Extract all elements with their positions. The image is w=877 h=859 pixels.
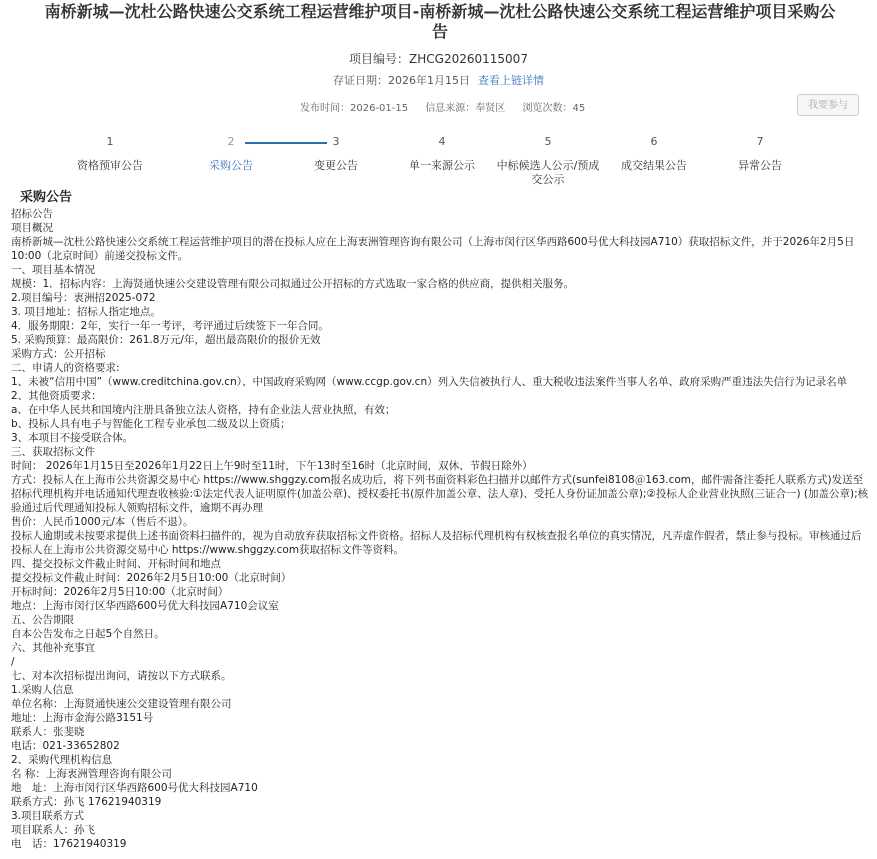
step-label: 资格预审公告 <box>77 159 143 172</box>
step-label: 中标候选人公示/预成交公示 <box>496 159 600 186</box>
content-line: 五、公告期限 <box>11 614 74 626</box>
step-label: 单一来源公示 <box>409 159 475 172</box>
content-line: 名 称：上海衷洲管理咨询有限公司 <box>11 768 172 780</box>
content-line: 投标人逾期或未按要求提供上述书面资料扫描件的，视为自动放弃获取招标文件资格。招标人及招标代理机构有权核查报名单位的真实情况，凡弄虚作假者，禁止参与投标。审核通过后投标人在上海市公共资源交易中心 https://www.shggzy.com获取招标文件等资料。 <box>11 530 862 556</box>
content-line: 项目联系人：孙飞 <box>11 824 95 836</box>
meta-info <box>300 99 599 114</box>
content-line: b、投标人具有电子与智能化工程专业承包二级及以上资质； <box>11 418 291 430</box>
announcement-body <box>11 207 869 851</box>
publish-time: 发布时间：2026-01-15 <box>300 103 409 114</box>
content-line: 联系方式：孙飞 17621940319 <box>11 796 162 808</box>
content-line: 采购方式：公开招标 <box>11 348 106 360</box>
content-line: 七、对本次招标提出询问，请按以下方式联系。 <box>11 670 232 682</box>
step-number: 4 <box>438 135 446 148</box>
step-number: 1 <box>106 135 114 148</box>
content-line: 电话：021-33652802 <box>11 740 120 752</box>
project-number: 项目编号：ZHCG20260115007 <box>349 52 528 66</box>
content-line: / <box>11 656 15 668</box>
step-number: 2 <box>227 135 235 148</box>
proof-date: 存证日期：2026年1月15日 <box>333 74 470 87</box>
content-line: 2、采购代理机构信息 <box>11 754 113 766</box>
proof-row <box>0 72 877 88</box>
page-title: 南桥新城—沈杜公路快速公交系统工程运营维护项目-南桥新城—沈杜公路快速公交系统工程运营维护项目采购公告 <box>44 2 836 41</box>
info-source: 信息来源：奉贤区 <box>425 103 506 114</box>
section-title: 采购公告 <box>20 190 73 205</box>
content-line: a、在中华人民共和国境内注册具备独立法人资格，持有企业法人营业执照，有效； <box>11 404 396 416</box>
step-result[interactable] <box>599 134 709 173</box>
content-line: 三、获取招标文件 <box>11 446 95 458</box>
step-label: 变更公告 <box>314 159 358 172</box>
content-line: 地点：上海市闵行区华西路600号优大科技园A710会议室 <box>11 600 279 612</box>
content-line: 自本公告发布之日起5个自然日。 <box>11 628 165 640</box>
step-label: 异常公告 <box>738 159 782 172</box>
content-line: 1、未被“信用中国”（www.creditchina.gov.cn）、中国政府采购网（www.ccgp.gov.cn）列入失信被执行人、重大税收违法案件当事人名单、政府采购严重违法失信行为记录名单 <box>11 376 848 388</box>
content-line: 1.采购人信息 <box>11 684 74 696</box>
step-number: 7 <box>756 135 764 148</box>
content-line: 方式：投标人在上海市公共资源交易中心 https://www.shggzy.com报名成功后，将下列书面资料彩色扫描并以邮件方式(sunfei8108＠163.com，邮件需备注委托人联系方式)发送至招标代理机构并电话通知代理查收核验:①法定代表人证明原件(加盖公章)、授权委托书(原件加盖公章、法人章)、受托人身份证加盖公章);②投标人企业营业执照(三证合一) (加盖公章);核验通过后代理通知投标人领购招标文件，逾期不再办理 <box>11 474 869 514</box>
content-line: 地址：上海市金海公路3151号 <box>11 712 154 724</box>
content-line: 2、其他资质要求： <box>11 390 102 402</box>
step-change[interactable] <box>281 134 391 173</box>
content-line: 售价：人民币1000元/本（售后不退）。 <box>11 516 194 528</box>
process-steps <box>0 134 877 194</box>
step-prequalification[interactable] <box>55 134 165 173</box>
content-line: 开标时间：2026年2月5日10:00（北京时间） <box>11 586 229 598</box>
content-line: 六、其他补充事宜 <box>11 642 95 654</box>
step-number: 3 <box>332 135 340 148</box>
content-line: 3、本项目不接受联合体。 <box>11 432 134 444</box>
content-line: 2.项目编号：衷洲招2025-072 <box>11 292 156 304</box>
content-line: 时间： 2026年1月15日至2026年1月22日上午9时至11时，下午13时至16时（北京时间，双休、节假日除外） <box>11 460 533 472</box>
step-number: 5 <box>544 135 552 148</box>
step-procurement[interactable] <box>176 134 286 173</box>
content-line: 3.项目联系方式 <box>11 810 85 822</box>
step-candidates[interactable] <box>493 134 603 187</box>
content-line: 南桥新城—沈杜公路快速公交系统工程运营维护项目的潜在投标人应在上海衷洲管理咨询有限公司（上海市闵行区华西路600号优大科技园A710）获取招标文件，并于2026年2月5日10:00（北京时间）前递交投标文件。 <box>11 236 855 262</box>
content-line: 单位名称：上海贤通快速公交建设管理有限公司 <box>11 698 232 710</box>
view-count: 浏览次数：45 <box>522 103 586 114</box>
step-number: 6 <box>650 135 658 148</box>
content-line: 招标公告 <box>11 208 53 220</box>
chain-detail-link[interactable]: 查看上链详情 <box>478 74 544 87</box>
content-line: 规模：1．招标内容：上海贤通快速公交建设管理有限公司拟通过公开招标的方式选取一家合格的供应商，提供相关服务。 <box>11 278 575 290</box>
content-line: 一、项目基本情况 <box>11 264 95 276</box>
content-line: 提交投标文件截止时间：2026年2月5日10:00（北京时间） <box>11 572 292 584</box>
step-label: 成交结果公告 <box>621 159 687 172</box>
content-line: 3. 项目地址：招标人指定地点。 <box>11 306 161 318</box>
content-line: 四、提交投标文件截止时间、开标时间和地点 <box>11 558 221 570</box>
step-label: 采购公告 <box>209 159 253 172</box>
content-line: 4．服务期限：2年，实行一年一考评，考评通过后续签下一年合同。 <box>11 320 329 332</box>
content-line: 项目概况 <box>11 222 53 234</box>
content-line: 二、申请人的资格要求: <box>11 362 120 374</box>
step-single-source[interactable] <box>387 134 497 173</box>
content-line: 5. 采购预算：最高限价：261.8万元/年，超出最高限价的报价无效 <box>11 334 321 346</box>
step-exception[interactable] <box>705 134 815 173</box>
content-line: 电 话：17621940319 <box>11 838 127 850</box>
content-line: 地 址：上海市闵行区华西路600号优大科技园A710 <box>11 782 258 794</box>
join-button[interactable]: 我要参与 <box>797 94 859 116</box>
content-line: 联系人：张斐晓 <box>11 726 85 738</box>
